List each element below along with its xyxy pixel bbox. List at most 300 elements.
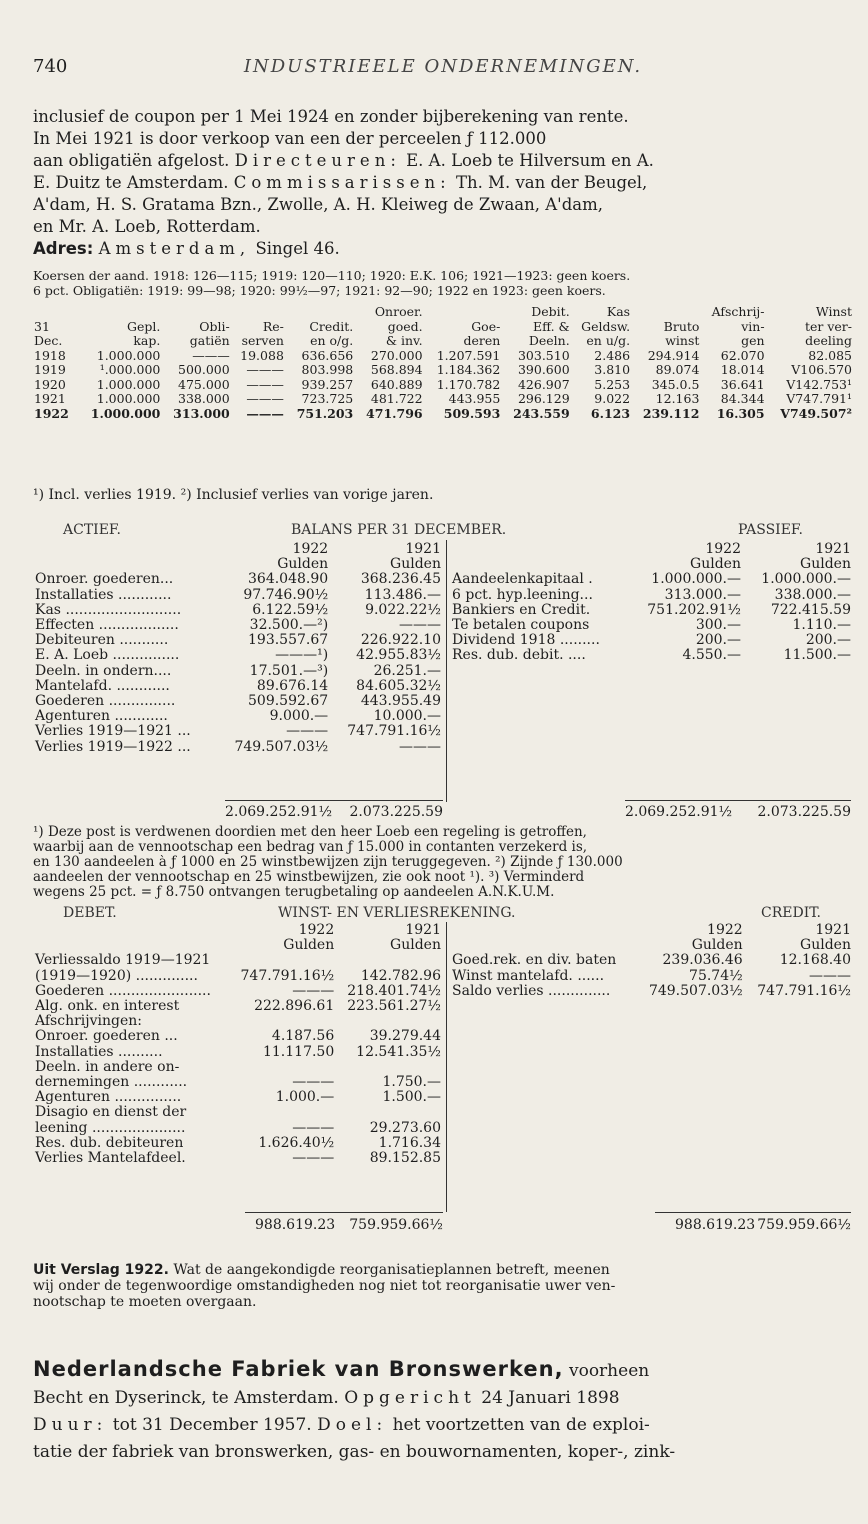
- stats-data-row-cell: 1.184.362: [436, 362, 501, 377]
- debet-row: [33, 923, 443, 938]
- actief-cell: Installaties ............: [35, 586, 172, 603]
- stats-data-row-cell: 338.000: [178, 391, 230, 406]
- stats-data-row-cell: ¹.000.000: [99, 362, 161, 377]
- passief-cell: 1.000.000.—: [651, 571, 741, 588]
- wv-title: WINST- EN VERLIESREKENING.: [278, 905, 516, 921]
- stats-data-row-cell: 1922: [34, 405, 69, 421]
- stats-data-row-cell: 296.129: [517, 391, 570, 406]
- stats-data-row-cell: 89.074: [655, 362, 700, 377]
- passief-cell: 338.000.—: [774, 586, 851, 603]
- debet-cell: [336, 1105, 443, 1120]
- stats-data-row-cell: 939.257: [301, 376, 354, 392]
- actief-cell: 26.251.—: [373, 662, 441, 679]
- debet-cell: [33, 923, 230, 938]
- stats-data-row-cell: ———: [246, 391, 284, 406]
- debet-row: [33, 1090, 443, 1105]
- actief-cell: Kas ..........................: [35, 601, 182, 618]
- stats-data-row: [33, 392, 853, 407]
- actief-cell: 42.955.83½: [356, 647, 441, 664]
- actief-cell: Gulden: [390, 556, 441, 573]
- actief-cell: 509.592.67: [248, 693, 329, 710]
- debet-cell: Alg. onk. en interest: [35, 998, 180, 1015]
- debet-cell: 1.000.—: [275, 1089, 335, 1106]
- actief-row: [33, 603, 443, 618]
- stats-header-row-cell: en o/g.: [310, 333, 354, 348]
- actief-cell: Mantelafd. ............: [35, 677, 170, 694]
- passief-cell: 1.110.—: [792, 617, 851, 634]
- passief-cell: Dividend 1918 .........: [452, 632, 600, 649]
- credit-cell: 1922: [707, 922, 743, 938]
- credit-row: [450, 953, 853, 968]
- debet-cell: Verliessaldo 1919—1921: [35, 952, 211, 969]
- stats-data-row-cell: 18.014: [720, 362, 765, 377]
- stats-data-row-cell: ———: [246, 362, 284, 377]
- debet-cell: [230, 1060, 337, 1075]
- passief-cell: Aandeelenkapitaal .: [452, 571, 593, 588]
- passief-row: [450, 618, 853, 633]
- stats-data-row-cell: 1.170.782: [436, 376, 501, 392]
- actief-cell: Deeln. in ondern....: [35, 662, 172, 679]
- actief-row: [33, 633, 443, 648]
- passief-cell: 11.500.—: [783, 647, 851, 664]
- verslag-block: Uit Verslag 1922. Wat de aangekondigde reorganisatieplannen betreft, meenen wij onder de tegenwoordige omstandigheden nog niet tot reorganisatie uwer ven- nootschap te moeten overgaan.: [33, 1262, 853, 1310]
- debet-cell: 747.791.16½: [240, 967, 335, 984]
- intro-line: aan obligatiën afgelost. Directeuren: E. A. Loeb te Hilversum en A.: [33, 151, 654, 170]
- duur-label: Duur:: [33, 1415, 108, 1435]
- actief-row: [33, 557, 443, 572]
- passief-row: [450, 633, 853, 648]
- stats-data-row: [33, 349, 853, 364]
- credit-cell: Gulden: [691, 937, 743, 954]
- debet-cell: ———: [292, 1074, 335, 1091]
- debet-cell: Gulden: [390, 937, 441, 954]
- actief-cell: ———: [286, 723, 329, 740]
- stats-data-row-cell: 803.998: [301, 362, 354, 377]
- debet-cell: 4.187.56: [271, 1028, 335, 1045]
- stats-header-row-cell: [231, 305, 285, 320]
- debet-cell: Onroer. goederen ...: [35, 1028, 178, 1045]
- company2-block: Nederlandsche Fabriek van Bronswerken, voorheen Becht en Dyserinck, te Amsterdam. Opgericht 24 Januari 1898 Duur: tot 31 December 1957. Doel: het voortzetten van de exploi- tatie der fabriek van bronswerken, gas- en bouwornamenten, koper-, zink-: [33, 1356, 853, 1466]
- stats-header-row: [33, 320, 853, 335]
- passief-row: [450, 603, 853, 618]
- actief-row: [33, 648, 443, 663]
- credit-cell: 747.791.16½: [757, 982, 851, 999]
- debet-cell: 1.626.40½: [258, 1134, 335, 1151]
- stats-header-row-cell: serven: [241, 333, 284, 348]
- stats-data-row-cell: 19.088: [240, 347, 284, 363]
- actief-cell: 9.022.22½: [365, 601, 441, 618]
- credit-cell: [450, 938, 636, 953]
- stats-header-row-cell: ter ver-: [804, 318, 852, 334]
- actief-row: [33, 664, 443, 679]
- credit-cell: Winst mantelafd. ......: [452, 967, 605, 984]
- stats-data-row-cell: 5.253: [594, 376, 631, 392]
- stats-header-row-cell: Debit.: [531, 304, 570, 319]
- passief-table: [450, 542, 853, 664]
- stats-data-row-cell: ———: [246, 405, 284, 421]
- stats-data-row-cell: 1919: [34, 362, 66, 377]
- debet-cell: 218.401.74½: [347, 982, 441, 999]
- debet-row: [33, 999, 443, 1014]
- actief-row: [33, 694, 443, 709]
- debet-cell: 1922: [298, 922, 335, 938]
- actief-row: [33, 588, 443, 603]
- stats-data-row-cell: 1920: [34, 376, 66, 392]
- credit-cell: 239.036.46: [662, 952, 743, 969]
- balans-title-row: [33, 522, 853, 540]
- stats-data-row-cell: 270.000: [370, 347, 423, 363]
- stats-data-row: [33, 363, 853, 378]
- credit-cell: 749.507.03½: [648, 982, 743, 999]
- debet-row: [33, 1045, 443, 1060]
- passief-cell: Res. dub. debit. ....: [452, 647, 586, 664]
- passief-row: [450, 557, 853, 572]
- stats-data-row-cell: 1.207.591: [436, 347, 501, 363]
- stats-header-row-cell: Dec.: [34, 333, 63, 348]
- stats-header-row-cell: [285, 305, 354, 320]
- intro-line: en Mr. A. Loeb, Rotterdam.: [33, 217, 261, 236]
- passief-cell: 300.—: [695, 617, 741, 634]
- stats-data-row-cell: 303.510: [517, 347, 570, 363]
- stats-header-row-cell: Obli-: [199, 318, 230, 334]
- doel-label: Doel:: [317, 1415, 388, 1435]
- passief-cell: 6 pct. hyp.leening...: [452, 586, 593, 603]
- stats-data-row-cell: 2.486: [594, 347, 631, 363]
- debet-row: [33, 953, 443, 968]
- intro-line: E. Duitz te Amsterdam. Commissarissen: Th. M. van der Beugel,: [33, 173, 648, 192]
- debet-label: DEBET.: [63, 905, 117, 921]
- stats-data-row-cell: 1918: [34, 347, 66, 363]
- koersen-block: [33, 268, 853, 298]
- stats-header-row-cell: Winst: [815, 304, 852, 319]
- stats-data-row-cell: 509.593: [443, 405, 501, 421]
- actief-cell: 364.048.90: [248, 571, 329, 588]
- passief-cell: 1.000.000.—: [761, 571, 851, 588]
- debet-cell: Gulden: [283, 937, 335, 954]
- stats-header-row-cell: winst: [665, 333, 700, 348]
- actief-row: [33, 572, 443, 587]
- debet-cell: [33, 938, 230, 953]
- stats-data-row-cell: 36.641: [720, 376, 765, 392]
- actief-cell: 9.000.—: [269, 708, 329, 725]
- actief-cell: 747.791.16½: [347, 723, 441, 740]
- passief-cell: Bankiers en Credit.: [452, 601, 591, 618]
- stats-header-row-cell: vin-: [741, 318, 765, 334]
- debet-cell: 222.896.61: [254, 998, 335, 1015]
- stats-header-row-cell: Gepl.: [127, 318, 161, 334]
- actief-label: ACTIEF.: [63, 522, 121, 538]
- actief-row: [33, 679, 443, 694]
- debet-cell: 142.782.96: [360, 967, 441, 984]
- credit-label: CREDIT.: [761, 905, 821, 921]
- stats-header-row-cell: [161, 305, 230, 320]
- stats-data-row-cell: V106.570: [791, 362, 852, 377]
- note-line: aandeelen der vennootschap en 25 winstbewijzen, zie ook noot ¹). ³) Verminderd: [33, 870, 585, 885]
- actief-row: [33, 709, 443, 724]
- stats-header-row-cell: Eff. &: [533, 318, 570, 334]
- passief-cell: Gulden: [800, 556, 851, 573]
- actief-cell: Debiteuren ...........: [35, 632, 169, 649]
- koersen-line: 6 pct. Obligatiën: 1919: 99—98; 1920: 99½—97; 1921: 92—90; 1922 en 1923: geen koers.: [33, 283, 606, 298]
- stats-data-row-cell: 481.722: [370, 391, 423, 406]
- credit-total-rule: [655, 1212, 851, 1213]
- debet-cell: [230, 953, 337, 968]
- directeuren-label: Directeuren:: [234, 151, 401, 170]
- debet-table: [33, 923, 443, 1166]
- koersen-line: Koersen der aand. 1918: 126—115; 1919: 120—110; 1920: E.K. 106; 1921—1923: geen koers.: [33, 268, 631, 283]
- debet-cell: 39.279.44: [369, 1028, 441, 1045]
- stats-header-row-cell: gen: [741, 333, 765, 348]
- actief-cell: ———: [399, 617, 441, 634]
- passief-row: [450, 648, 853, 663]
- debet-row: [33, 1136, 443, 1151]
- passief-cell: 200.—: [695, 632, 741, 649]
- passief-label: PASSIEF.: [738, 522, 803, 538]
- actief-cell: 17.501.—³): [249, 662, 329, 679]
- passief-cell: 200.—: [805, 632, 851, 649]
- stats-header-row-cell: Geldsw.: [581, 318, 631, 334]
- intro-paragraph: [33, 106, 853, 260]
- debet-cell: 1.716.34: [378, 1134, 441, 1151]
- stats-header-row-cell: [77, 305, 162, 320]
- passief-row: [450, 572, 853, 587]
- stats-header-row-cell: Afschrij-: [711, 304, 765, 319]
- debet-cell: ———: [292, 982, 335, 999]
- debet-row: [33, 1075, 443, 1090]
- passief-row: [450, 542, 853, 557]
- adres-line: Adres: Amsterdam, Singel 46.: [33, 239, 340, 258]
- actief-cell: Goederen ...............: [35, 693, 176, 710]
- stats-header-row-cell: Credit.: [309, 318, 354, 334]
- stats-header-row-cell: & inv.: [385, 333, 423, 348]
- actief-cell: 84.605.32½: [356, 677, 441, 694]
- actief-cell: Onroer. goederen...: [35, 571, 174, 588]
- verslag-line: nootschap te moeten overgaan.: [33, 1294, 257, 1310]
- intro-line: In Mei 1921 is door verkoop van een der perceelen ƒ 112.000: [33, 129, 547, 148]
- stats-data-row-cell: 751.203: [296, 405, 354, 421]
- actief-row: [33, 542, 443, 557]
- stats-data-row-cell: 443.955: [448, 391, 501, 406]
- stats-header-row: [33, 305, 853, 320]
- stats-header-row-cell: en u/g.: [586, 333, 631, 348]
- stats-header-row-cell: Kas: [606, 304, 631, 319]
- note-line: wegens 25 pct. = ƒ 8.750 ontvangen terugbetaling op aandeelen A.N.K.U.M.: [33, 885, 555, 900]
- stats-data-row-cell: 1.000.000: [90, 405, 161, 421]
- company2-line: tatie der fabriek van bronswerken, gas- en bouwornamenten, koper-, zink-: [33, 1442, 676, 1462]
- stats-data-row-cell: 294.914: [647, 347, 700, 363]
- debet-row: [33, 1029, 443, 1044]
- debet-row: [33, 969, 443, 984]
- verslag-line: wij onder de tegenwoordige omstandigheden nog niet tot reorganisatie uwer ven-: [33, 1278, 616, 1294]
- actief-cell: 89.676.14: [256, 677, 329, 694]
- stats-data-row-cell: V142.753¹: [786, 376, 852, 392]
- passief-cell: [450, 542, 628, 557]
- stats-data-row-cell: 1.000.000: [96, 391, 161, 406]
- stats-data-row-cell: 640.889: [370, 376, 423, 392]
- stats-header-row-cell: deeling: [805, 333, 852, 348]
- debet-cell: Afschrijvingen:: [35, 1013, 142, 1030]
- debet-cell: dernemingen ............: [35, 1074, 188, 1091]
- stats-data-row-cell: 471.796: [366, 405, 423, 421]
- stats-data-row-cell: ———: [246, 376, 284, 392]
- stats-header-row-cell: kap.: [133, 333, 161, 348]
- credit-row: [450, 923, 853, 938]
- stats-data-row-cell: 313.000: [173, 405, 230, 421]
- stats-header-row-cell: [631, 305, 700, 320]
- stats-header-row-cell: Onroer.: [374, 304, 423, 319]
- debet-total-rule: [245, 1212, 443, 1213]
- debet-cell: leening .....................: [35, 1119, 186, 1136]
- debet-cell: 223.561.27½: [347, 998, 441, 1015]
- debet-cell: 89.152.85: [369, 1150, 441, 1167]
- debet-cell: 1.750.—: [382, 1074, 441, 1091]
- stats-footnote: ¹) Incl. verlies 1919. ²) Inclusief verlies van vorige jaren.: [33, 487, 434, 503]
- debet-cell: (1919—1920) ..............: [35, 967, 198, 984]
- stats-data-row-cell: 84.344: [720, 391, 765, 406]
- stats-data-row-cell: 82.085: [808, 347, 852, 363]
- page-number: 740: [33, 56, 68, 77]
- stats-data-row-cell: 568.894: [370, 362, 423, 377]
- balans-notes: [33, 825, 853, 900]
- actief-cell: 749.507.03½: [234, 738, 329, 755]
- stats-data-row-cell: 426.907: [517, 376, 570, 392]
- stats-data-row-cell: 9.022: [594, 391, 631, 406]
- debet-cell: Disagio en dienst der: [35, 1104, 187, 1121]
- actief-cell: E. A. Loeb ...............: [35, 647, 180, 664]
- credit-cell: Saldo verlies ..............: [452, 982, 611, 999]
- credit-cell: 1921: [815, 922, 851, 938]
- debet-cell: Goederen .......................: [35, 982, 211, 999]
- wv-title-row: [33, 905, 853, 923]
- balans-divider: [446, 540, 447, 802]
- credit-cell: Goed.rek. en div. baten: [452, 952, 617, 969]
- debet-cell: 1.500.—: [382, 1089, 441, 1106]
- actief-cell: [33, 557, 217, 572]
- debet-cell: ———: [292, 1150, 335, 1167]
- actief-cell: Effecten ..................: [35, 617, 179, 634]
- passief-cell: [450, 557, 628, 572]
- stats-header-row-cell: goed.: [387, 318, 423, 334]
- debet-row: [33, 938, 443, 953]
- actief-cell: 113.486.—: [364, 586, 441, 603]
- commissarissen-label: Commissarissen:: [233, 173, 451, 192]
- passief-row: [450, 588, 853, 603]
- actief-cell: 10.000.—: [373, 708, 441, 725]
- running-title: INDUSTRIEELE ONDERNEMINGEN.: [243, 56, 643, 77]
- stats-header-row-cell: 31: [34, 318, 50, 334]
- stats-header-row-cell: Deeln.: [528, 333, 570, 348]
- debet-row: [33, 1151, 443, 1166]
- verslag-label: Uit Verslag 1922.: [33, 1262, 169, 1278]
- passief-cell: Gulden: [690, 556, 741, 573]
- credit-cell: ———: [809, 967, 851, 984]
- company2-name: Nederlandsche Fabriek van Bronswerken,: [33, 1357, 564, 1381]
- credit-cell: 75.74½: [689, 967, 743, 984]
- credit-table: [450, 923, 853, 999]
- debet-cell: ———: [292, 1119, 335, 1136]
- stats-data-row: [33, 407, 853, 422]
- intro-line: inclusief de coupon per 1 Mei 1924 en zonder bijberekening van rente.: [33, 107, 629, 126]
- passief-total-rule: [625, 800, 851, 801]
- stats-data-row-cell: 1.000.000: [96, 376, 161, 392]
- stats-header-row-cell: Bruto: [663, 318, 700, 334]
- stats-header-row-cell: gatiën: [189, 333, 230, 348]
- actief-cell: [33, 542, 217, 557]
- debet-row: [33, 1121, 443, 1136]
- actief-row: [33, 618, 443, 633]
- debet-row: [33, 1105, 443, 1120]
- actief-row: [33, 740, 443, 755]
- passief-cell: 313.000.—: [664, 586, 741, 603]
- stats-data-row-cell: V747.791¹: [786, 391, 852, 406]
- credit-row: [450, 984, 853, 999]
- debet-cell: 29.273.60: [369, 1119, 441, 1136]
- actief-cell: 32.500.—²): [249, 617, 329, 634]
- balans-title: BALANS PER 31 DECEMBER.: [291, 522, 507, 538]
- statistics-table: [33, 305, 853, 421]
- stats-header-row-cell: Re-: [262, 318, 284, 334]
- stats-data-row-cell: 1.000.000: [96, 347, 161, 363]
- debet-cell: [230, 1014, 337, 1029]
- credit-cell: 12.168.40: [779, 952, 851, 969]
- note-line: en 130 aandeelen à ƒ 1000 en 25 winstbewijzen zijn teruggegeven. ²) Zijnde ƒ 130.000: [33, 855, 623, 870]
- stats-data-row-cell: 723.725: [301, 391, 354, 406]
- actief-row: [33, 724, 443, 739]
- actief-cell: Verlies 1919—1922 ...: [35, 738, 191, 755]
- debet-cell: [336, 1060, 443, 1075]
- debet-cell: Agenturen ...............: [35, 1089, 182, 1106]
- actief-cell: 1922: [292, 541, 329, 557]
- credit-cell: Gulden: [800, 937, 851, 954]
- actief-cell: 6.122.59½: [252, 601, 329, 618]
- actief-cell: 1921: [405, 541, 441, 557]
- debet-row: [33, 984, 443, 999]
- stats-header-row-cell: [33, 305, 77, 320]
- stats-header-row-cell: deren: [463, 333, 501, 348]
- credit-row: [450, 969, 853, 984]
- stats-data-row-cell: 62.070: [720, 347, 765, 363]
- stats-data-row-cell: ———: [192, 347, 230, 363]
- opgericht-label: Opgericht: [344, 1388, 476, 1408]
- debet-cell: Verlies Mantelafdeel.: [35, 1150, 186, 1167]
- debet-cell: 12.541.35½: [356, 1043, 441, 1060]
- stats-header-row-cell: [424, 305, 502, 320]
- credit-cell: [450, 923, 636, 938]
- stats-header-row: [33, 334, 853, 349]
- passief-cell: 4.550.—: [682, 647, 741, 664]
- stats-data-row-cell: 243.559: [513, 405, 570, 421]
- passief-cell: 722.415.59: [770, 601, 851, 618]
- debet-cell: Installaties ..........: [35, 1043, 163, 1060]
- stats-data-row-cell: 475.000: [178, 376, 230, 392]
- actief-cell: 97.746.90½: [243, 586, 329, 603]
- stats-data-row-cell: V749.507²: [780, 405, 852, 421]
- stats-header-row-cell: Goe-: [471, 318, 501, 334]
- debet-cell: Deeln. in andere on-: [35, 1058, 180, 1075]
- stats-data-row-cell: 345.0.5: [651, 376, 700, 392]
- stats-data-row-cell: 3.810: [594, 362, 631, 377]
- passief-cell: 751.202.91½: [647, 601, 741, 618]
- actief-cell: 368.236.45: [360, 571, 441, 588]
- passief-cell: 1922: [705, 541, 741, 557]
- actief-cell: 193.557.67: [248, 632, 329, 649]
- debet-cell: [336, 1014, 443, 1029]
- stats-data-row-cell: 500.000: [178, 362, 230, 377]
- debet-row: [33, 1014, 443, 1029]
- passief-cell: Te betalen coupons: [452, 617, 590, 634]
- debet-cell: Res. dub. debiteuren: [35, 1134, 184, 1151]
- wv-divider: [446, 922, 447, 1212]
